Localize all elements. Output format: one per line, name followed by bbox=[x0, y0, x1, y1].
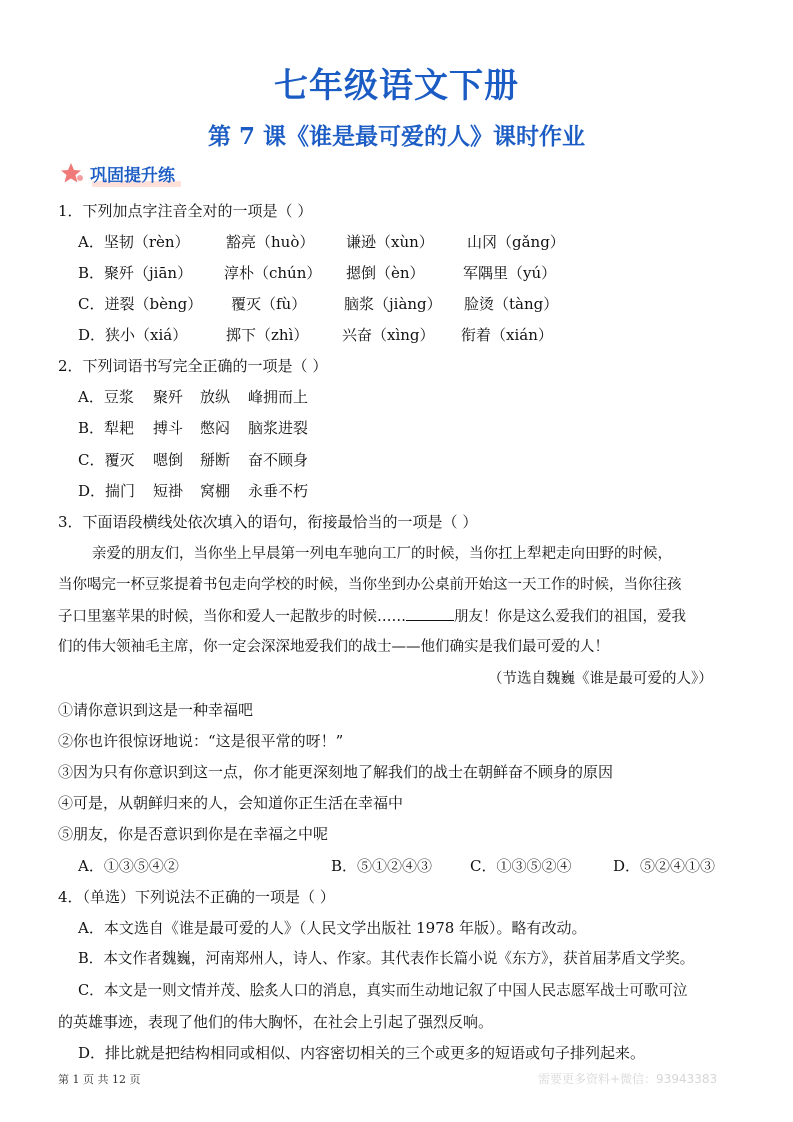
page-subtitle: 第 7 课《谁是最可爱的人》课时作业 bbox=[207, 123, 586, 150]
q1-c-1: C．迸裂（bèng） bbox=[78, 295, 203, 313]
passage-line: 们的伟大领袖毛主席，你一定会深深地爱我们的战士——他们确实是我们最可爱的人！ bbox=[58, 639, 609, 655]
q2-c-3: 掰断 bbox=[200, 451, 231, 469]
section-label: 巩固提升练 bbox=[90, 161, 175, 186]
page-number: 第 1 页 共 12 页 bbox=[58, 1073, 141, 1086]
sentence-item: ②你也许很惊讶地说：“这是很平常的呀！” bbox=[58, 732, 344, 750]
q2-b-3: 憋闷 bbox=[200, 419, 231, 437]
q1-b-3: 摁倒（èn） bbox=[346, 264, 425, 282]
q1-c-4: 脸烫（tàng） bbox=[464, 295, 559, 313]
q3-option-d: D．⑤②④①③ bbox=[613, 857, 716, 875]
q4-option-c: C．本文是一则文情并茂、脍炙人口的消息，真实而生动地记叙了中国人民志愿军战士可歌可泣 bbox=[78, 982, 688, 999]
q2-a-3: 放纵 bbox=[200, 388, 231, 406]
sentence-item: ⑤朋友，你是否意识到你是在幸福之中呢 bbox=[58, 825, 329, 843]
question-3-stem: 3．下面语段横线处依次填入的语句，衔接最恰当的一项是（ ） bbox=[58, 513, 478, 531]
question-4-stem: 4．（单选）下列说法不正确的一项是（ ） bbox=[58, 888, 335, 906]
passage-line-part: 子口里塞苹果的时候，当你和爱人一起散步的时候…… bbox=[58, 609, 406, 625]
q2-c-4: 奋不顾身 bbox=[248, 451, 309, 469]
q2-b-2: 搏斗 bbox=[153, 419, 184, 437]
q4-option-c-cont: 的英雄事迹，表现了他们的伟大胸怀，在社会上引起了强烈反响。 bbox=[58, 1013, 494, 1031]
q4-option-a: A．本文选自《谁是最可爱的人》（人民文学出版社 1978 年版）。略有改动。 bbox=[78, 919, 587, 937]
q1-a-3: 谦逊（xùn） bbox=[346, 233, 434, 251]
q4-option-d: D．排比就是把结构相同或相似、内容密切相关的三个或更多的短语或句子排列起来。 bbox=[78, 1044, 646, 1062]
q1-a-4: 山冈（gǎng） bbox=[467, 233, 565, 251]
sentence-item: ④可是，从朝鲜归来的人，会知道你正生活在幸福中 bbox=[58, 794, 404, 812]
passage-line: 亲爱的朋友们，当你坐上早晨第一列电车驰向工厂的时候，当你扛上犁耙走向田野的时候， bbox=[92, 546, 672, 562]
q1-a-2: 豁亮（huò） bbox=[226, 233, 315, 251]
q2-d-4: 永垂不朽 bbox=[248, 482, 309, 500]
q2-b-1: B．犁耙 bbox=[78, 419, 135, 437]
sentence-item: ③因为只有你意识到这一点，你才能更深刻地了解我们的战士在朝鲜奋不顾身的原因 bbox=[58, 763, 614, 781]
question-2-stem: 2．下列词语书写完全正确的一项是（ ） bbox=[58, 357, 328, 375]
watermark: 需要更多资料+微信：93943383 bbox=[538, 1072, 718, 1086]
q3-option-c: C．①③⑤②④ bbox=[470, 857, 572, 875]
q3-option-b: B．⑤①②④③ bbox=[331, 857, 433, 875]
q1-d-4: 衔着（xián） bbox=[461, 326, 553, 344]
q1-c-3: 脑浆（jiàng） bbox=[344, 295, 442, 313]
passage-line: 当你喝完一杯豆浆提着书包走向学校的时候，当你坐到办公桌前开始这一天工作的时候，当你往孩 bbox=[58, 577, 682, 593]
passage-line bbox=[58, 606, 686, 627]
q2-a-1: A．豆浆 bbox=[78, 388, 134, 406]
page-title: 七年级语文下册 bbox=[274, 66, 519, 106]
q2-d-3: 窝棚 bbox=[200, 482, 231, 500]
q4-option-b: B．本文作者魏巍，河南郑州人，诗人、作家。其代表作长篇小说《东方》，获首届茅盾文学奖。 bbox=[78, 950, 695, 967]
q1-b-1: B．聚歼（jiān） bbox=[78, 264, 193, 282]
q1-d-1: D．狭小（xiá） bbox=[78, 326, 188, 344]
section-header bbox=[60, 161, 175, 185]
q1-b-2: 淳朴（chún） bbox=[224, 264, 322, 282]
q1-b-4: 军隅里（yú） bbox=[463, 264, 557, 282]
q2-a-2: 聚歼 bbox=[153, 388, 184, 406]
q1-a-1: A．坚韧（rèn） bbox=[78, 233, 190, 251]
q2-b-4: 脑浆进裂 bbox=[248, 419, 309, 437]
passage-line-part: 朋友！你是这么爱我们的祖国，爱我 bbox=[454, 609, 686, 625]
q2-a-4: 峰拥而上 bbox=[248, 388, 309, 406]
q1-d-2: 掷下（zhì） bbox=[226, 326, 309, 344]
fill-in-blank bbox=[406, 606, 454, 621]
star-icon bbox=[60, 162, 84, 184]
passage-source: （节选自魏巍《谁是最可爱的人》） bbox=[488, 671, 713, 687]
question-1-stem: 1．下列加点字注音全对的一项是（ ） bbox=[58, 202, 313, 220]
q3-option-a: A．①③⑤④② bbox=[78, 857, 179, 875]
q1-c-2: 覆灭（fù） bbox=[231, 295, 307, 313]
q2-d-1: D．揣门 bbox=[78, 482, 136, 500]
q2-d-2: 短褂 bbox=[153, 482, 184, 500]
q2-c-2: 嗯倒 bbox=[153, 451, 184, 469]
q1-d-3: 兴奋（xìng） bbox=[342, 326, 435, 344]
q2-c-1: C．覆灭 bbox=[78, 451, 135, 469]
sentence-item: ①请你意识到这是一种幸福吧 bbox=[58, 701, 254, 719]
